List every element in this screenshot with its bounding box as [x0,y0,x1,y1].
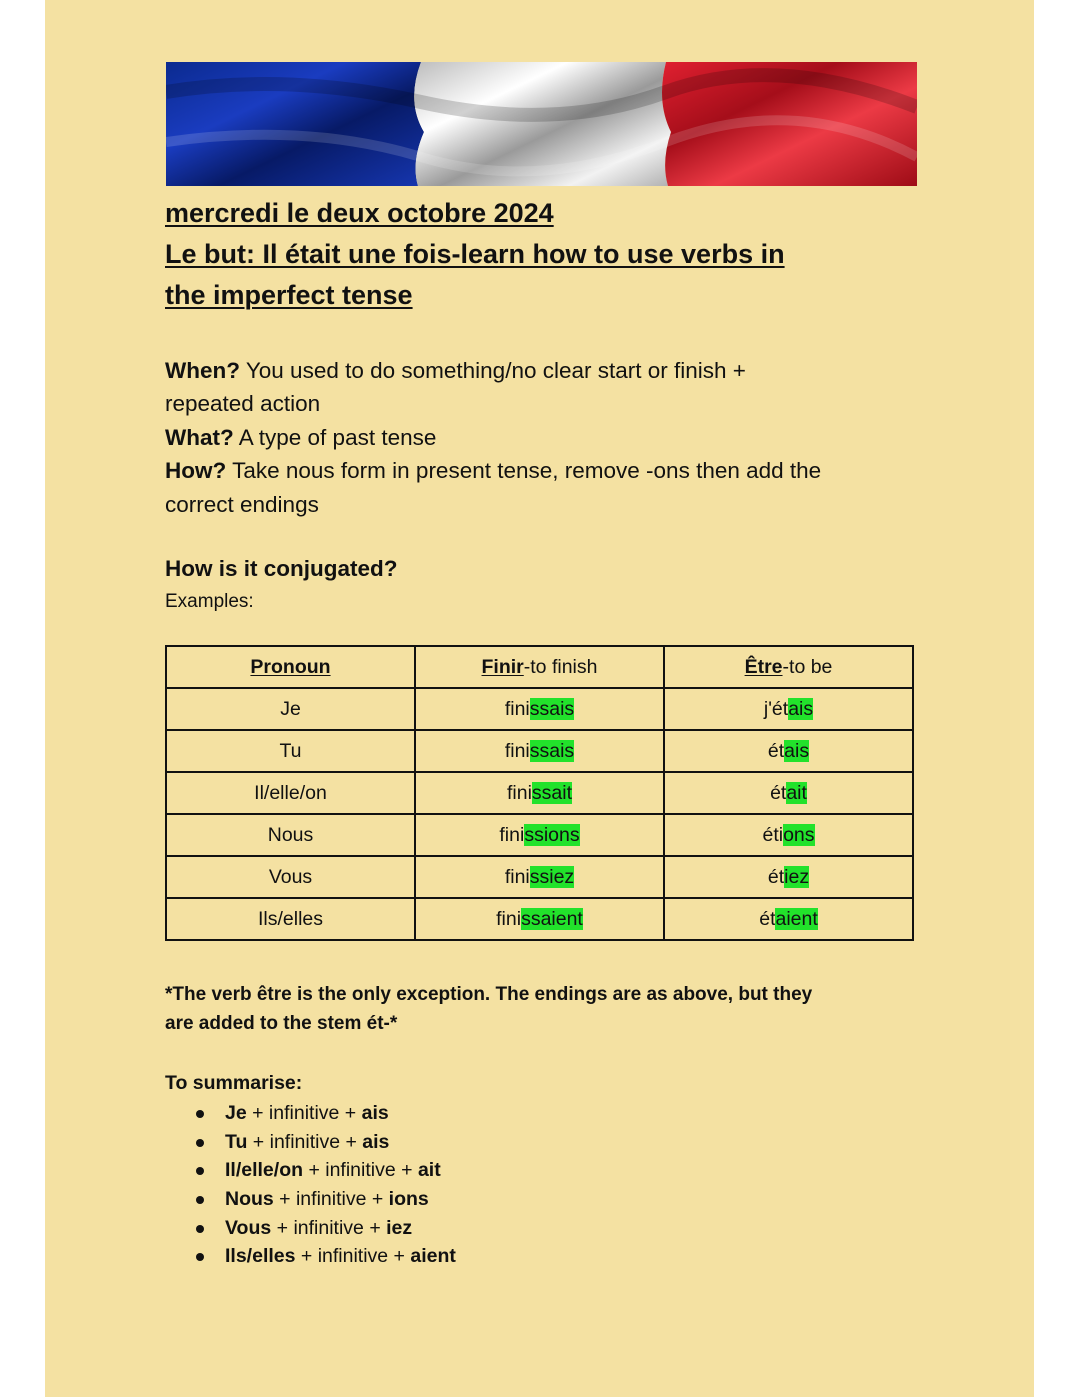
table-row [166,814,913,856]
goal-line-1: Le but: Il était une fois-learn how to use verbs in [165,239,785,269]
bullet-icon [196,1110,204,1118]
etre-cell: étaient [664,898,913,940]
ending-highlight: ais [784,739,810,762]
list-item: Vous + infinitive + iez [165,1214,456,1243]
ending-highlight: ons [783,823,815,846]
table-row [166,730,913,772]
info-section [165,354,925,521]
note-line-2: are added to the stem ét-* [165,1013,398,1034]
ending-highlight: ssiez [529,865,575,888]
bullet-icon [196,1253,204,1261]
ending-highlight: iez [784,865,810,888]
ending-highlight: ssais [529,697,575,720]
french-flag-icon [166,62,917,186]
table-row [166,772,913,814]
finir-cell: finissait [415,772,664,814]
bullet-icon [196,1139,204,1147]
table-row [166,688,913,730]
page-heading [165,193,925,316]
pronoun-cell: Tu [166,730,415,772]
bullet-icon [196,1167,204,1175]
conjugation-table [165,645,914,941]
header-finir: Finir-to finish [415,646,664,688]
examples-label: Examples: [165,591,254,612]
what-line: What? A type of past tense [165,424,437,450]
ending-highlight: aient [775,907,818,930]
when-line-2: repeated action [165,391,321,417]
etre-cell: j'étais [664,688,913,730]
how-line-2: correct endings [165,491,319,517]
pronoun-cell: Il/elle/on [166,772,415,814]
etre-cell: étions [664,814,913,856]
conjugation-title: How is it conjugated? [165,556,398,581]
finir-cell: finissiez [415,856,664,898]
exception-note [165,980,925,1038]
finir-cell: finissais [415,688,664,730]
ending-highlight: ais [788,697,814,720]
document-page [45,0,1034,1397]
list-item: Il/elle/on + infinitive + ait [165,1156,456,1185]
finir-cell: finissaient [415,898,664,940]
etre-cell: étiez [664,856,913,898]
how-line: How? Take nous form in present tense, remove -ons then add the [165,458,822,484]
ending-highlight: ssait [531,781,573,804]
table-header-row [166,646,913,688]
header-etre: Être-to be [664,646,913,688]
list-item: Ils/elles + infinitive + aient [165,1242,456,1271]
date-line: mercredi le deux octobre 2024 [165,198,554,228]
finir-cell: finissions [415,814,664,856]
french-flag-image [166,62,917,186]
table-row [166,856,913,898]
pronoun-cell: Nous [166,814,415,856]
ending-highlight: ait [786,781,807,804]
summary-list [165,1099,456,1271]
etre-cell: étais [664,730,913,772]
pronoun-cell: Ils/elles [166,898,415,940]
when-line: When? You used to do something/no clear start or finish + [165,358,746,383]
ending-highlight: ssais [529,739,575,762]
header-pronoun: Pronoun [166,646,415,688]
bullet-icon [196,1196,204,1204]
pronoun-cell: Je [166,688,415,730]
list-item: Tu + infinitive + ais [165,1128,456,1157]
summary-title: To summarise: [165,1072,303,1094]
finir-cell: finissais [415,730,664,772]
bullet-icon [196,1225,204,1233]
goal-line-2: the imperfect tense [165,280,413,310]
table-row [166,898,913,940]
list-item: Je + infinitive + ais [165,1099,456,1128]
ending-highlight: ssaient [521,907,583,930]
etre-cell: était [664,772,913,814]
pronoun-cell: Vous [166,856,415,898]
list-item: Nous + infinitive + ions [165,1185,456,1214]
note-line-1: *The verb être is the only exception. The endings are as above, but they [165,984,813,1005]
ending-highlight: ssions [524,823,580,846]
